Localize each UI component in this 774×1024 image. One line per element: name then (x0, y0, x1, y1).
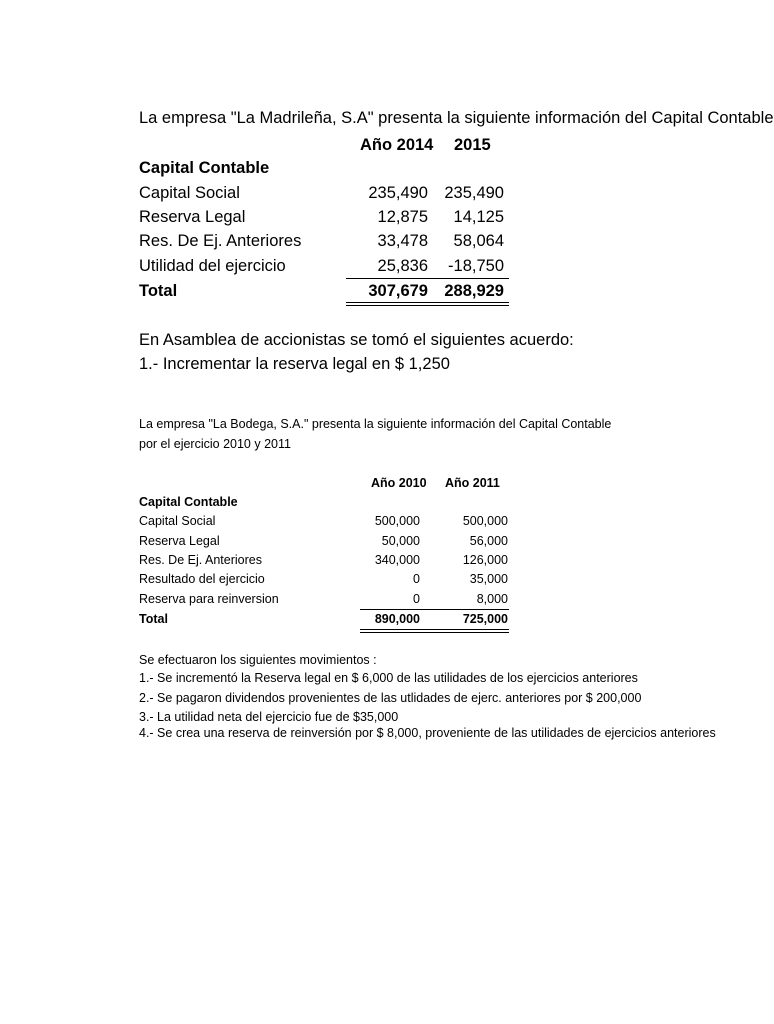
row-value-2015: 58,064 (453, 232, 504, 250)
doc2-movement-2: 2.- Se pagaron dividendos provenientes de las utlidades de ejerc. anteriores por $ 200,000 (139, 691, 642, 705)
doc2-movement-3: 3.- La utilidad neta del ejercicio fue de $35,000 (139, 710, 399, 724)
total-value-2014: 307,679 (368, 282, 428, 300)
row-value-2011: 56,000 (469, 534, 508, 548)
row-value-2014: 25,836 (377, 257, 428, 275)
row-value-2015: 14,125 (453, 208, 504, 226)
subtotal-rule (360, 609, 509, 610)
doc1-col2-header: 2015 (454, 136, 491, 154)
doc1-intro: La empresa "La Madrileña, S.A" presenta la siguiente información del Capital Contable (139, 109, 774, 127)
doc1-section-title: Capital Contable (139, 159, 270, 177)
doc2-intro-line-1: La empresa "La Bodega, S.A." presenta la siguiente información del Capital Contable (139, 417, 612, 431)
doc2-intro-line-2: por el ejercicio 2010 y 2011 (139, 437, 291, 451)
doc2-movement-4: 4.- Se crea una reserva de reinversión por $ 8,000, proveniente de las utilidades de ejercicios anteriores (139, 726, 716, 740)
row-label: Res. De Ej. Anteriores (139, 553, 262, 567)
row-value-2015: -18,750 (448, 257, 504, 275)
total-label: Total (139, 282, 178, 300)
row-value-2010: 500,000 (374, 514, 420, 528)
row-value-2010: 0 (413, 592, 420, 606)
doc2-section-title: Capital Contable (139, 495, 238, 509)
doc2-col1-header: Año 2010 (371, 476, 427, 490)
total-value-2011: 725,000 (462, 612, 508, 626)
total-label: Total (139, 612, 168, 626)
row-value-2011: 35,000 (469, 572, 508, 586)
row-label: Reserva Legal (139, 208, 246, 226)
row-label: Reserva Legal (139, 534, 220, 548)
row-value-2010: 0 (413, 572, 420, 586)
doc1-col1-header: Año 2014 (360, 136, 434, 154)
subtotal-rule (346, 278, 509, 279)
row-label: Utilidad del ejercicio (139, 257, 286, 275)
row-value-2010: 340,000 (374, 553, 420, 567)
row-value-2014: 33,478 (377, 232, 428, 250)
doc1-item-1: 1.- Incrementar la reserva legal en $ 1,250 (139, 355, 450, 373)
row-value-2014: 235,490 (368, 184, 428, 202)
doc1-agreement: En Asamblea de accionistas se tomó el siguientes acuerdo: (139, 331, 574, 349)
doc2-movement-1: 1.- Se incrementó la Reserva legal en $ 6,000 de las utilidades de los ejercicios anteriores (139, 671, 638, 685)
row-label: Res. De Ej. Anteriores (139, 232, 302, 250)
total-double-rule (346, 302, 509, 306)
row-label: Reserva para reinversion (139, 592, 279, 606)
row-value-2014: 12,875 (377, 208, 428, 226)
row-label: Resultado del ejercicio (139, 572, 265, 586)
row-value-2010: 50,000 (381, 534, 420, 548)
row-value-2011: 500,000 (462, 514, 508, 528)
row-value-2011: 126,000 (462, 553, 508, 567)
total-value-2010: 890,000 (374, 612, 420, 626)
doc2-movements-title: Se efectuaron los siguientes movimientos : (139, 653, 377, 667)
total-double-rule (360, 629, 509, 633)
row-label: Capital Social (139, 514, 216, 528)
row-label: Capital Social (139, 184, 240, 202)
row-value-2011: 8,000 (476, 592, 508, 606)
total-value-2015: 288,929 (444, 282, 504, 300)
row-value-2015: 235,490 (444, 184, 504, 202)
doc2-col2-header: Año 2011 (445, 476, 500, 490)
